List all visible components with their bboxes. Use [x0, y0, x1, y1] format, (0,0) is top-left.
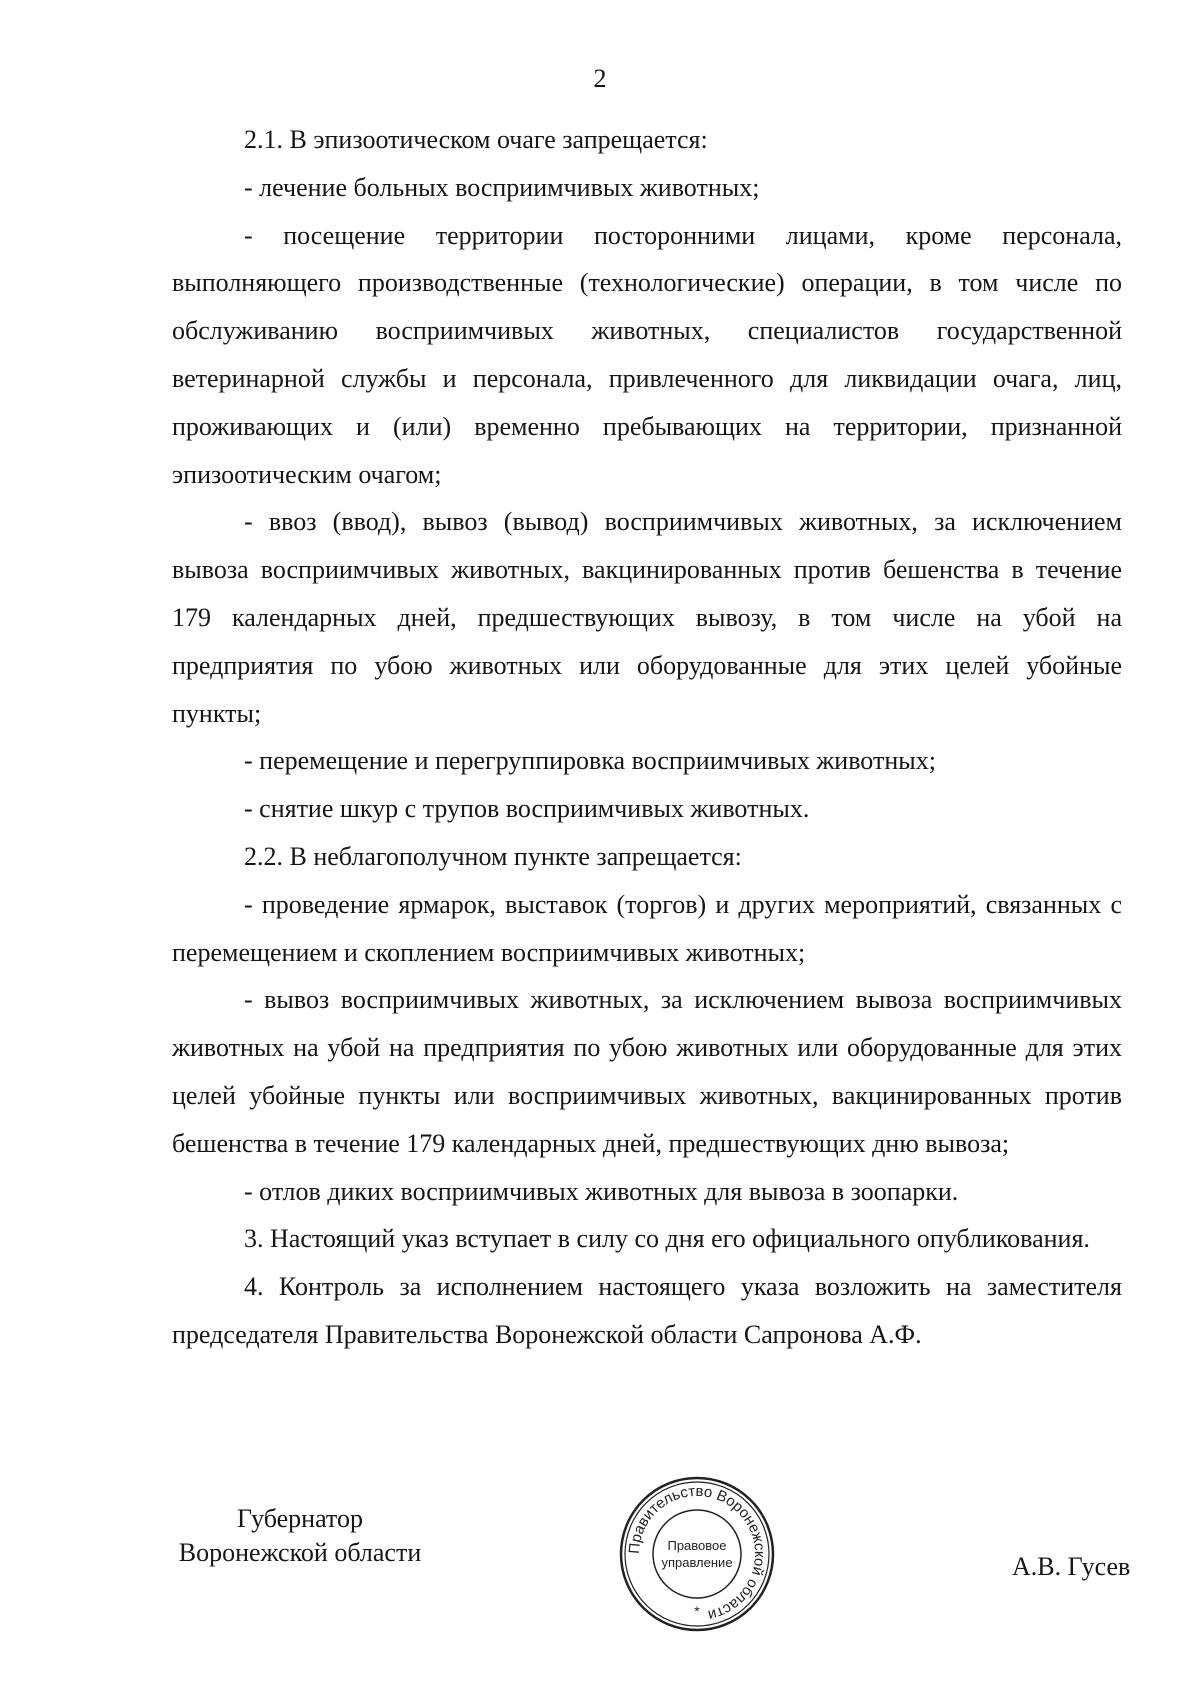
list-item-visiting: - посещение территории посторонними лицами, кроме персонала, выполняющего производственные (технологические) операции, в том числе по обслуживанию восприимчивых животных, специалистов государственной ветеринарной службы и персонала, привлеченного для ликвидации очага, лиц, проживающих и (или) временно пребывающих на территории, признанной эпизоотическим очагом; [172, 220, 1122, 489]
stamp-outer-text: Правительство Воронежской области [625, 1482, 769, 1624]
list-item-relocation: - перемещение и перегруппировка восприимчивых животных; [244, 746, 936, 776]
list-item-wild-capture: - отлов диких восприимчивых животных для вывоза в зоопарки. [244, 1176, 959, 1206]
page-number: 2 [593, 64, 607, 93]
signatory-name: А.В. Гусев [1012, 1552, 1131, 1581]
stamp-seal-icon [617, 1474, 777, 1634]
paragraph-2-1-heading: 2.1. В эпизоотическом очаге запрещается: [244, 125, 708, 154]
stamp-inner-line1: Правовое [667, 1538, 727, 1553]
official-stamp [617, 1474, 777, 1634]
stamp-inner-line2: управление [661, 1555, 733, 1570]
list-item-fairs: - проведение ярмарок, выставок (торгов) и других мероприятий, связанных с перемещением и скоплением восприимчивых животных; [172, 889, 1122, 967]
signatory-title-line2: Воронежской области [178, 1538, 422, 1567]
document-body [172, 116, 1122, 1359]
paragraph-4: 4. Контроль за исполнением настоящего указа возложить на заместителя председателя Правительства Воронежской области Сапронова А.Ф. [172, 1272, 1122, 1349]
paragraph-3: 3. Настоящий указ вступает в силу со дня его официального опубликования. [244, 1224, 1090, 1254]
paragraph-2-2-heading: 2.2. В неблагополучном пункте запрещается: [244, 841, 742, 871]
stamp-star: * [694, 1603, 700, 1619]
signatory-title-line1: Губернатор [237, 1504, 363, 1533]
signatory-title [150, 1502, 450, 1570]
signature-block [0, 1482, 1200, 1702]
list-item-treatment: - лечение больных восприимчивых животных; [244, 172, 760, 202]
list-item-skinning: - снятие шкур с трупов восприимчивых животных. [244, 794, 810, 824]
list-item-import-export: - ввоз (ввод), вывоз (вывод) восприимчивых животных, за исключением вывоза восприимчивых животных, вакцинированных против бешенства в течение 179 календарных дней, предшествующих вывозу, в том числе на убой на предприятия по убою животных или оборудованные для этих целей убойные пункты; [172, 507, 1122, 728]
list-item-export: - вывоз восприимчивых животных, за исключением вывоза восприимчивых животных на убой на предприятия по убою животных или оборудованные для этих целей убойные пункты или восприимчивых животных, вакцинированных против бешенства в течение 179 календарных дней, предшествующих дню вывоза; [172, 985, 1122, 1158]
